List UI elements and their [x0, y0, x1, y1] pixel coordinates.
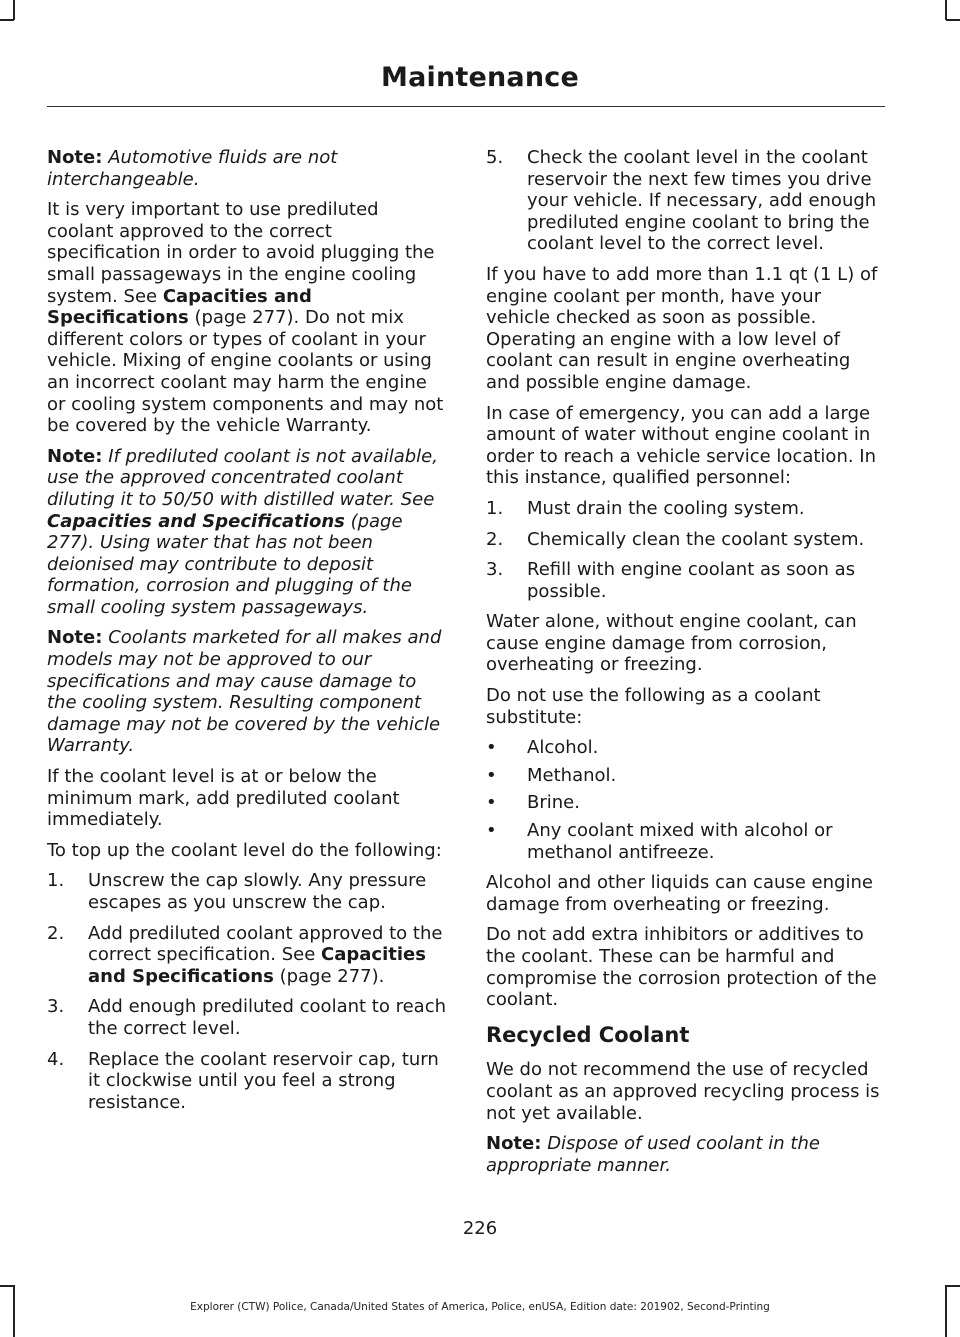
bullet-icon: •	[486, 792, 497, 814]
note-label: Note:	[47, 445, 103, 467]
crop-mark	[0, 1285, 14, 1287]
list-item	[486, 820, 882, 863]
left-column	[47, 147, 449, 1122]
step-text: Add enough prediluted coolant to reach the correct level.	[88, 996, 446, 1039]
step-number: 1.	[47, 870, 65, 892]
list-item	[486, 792, 882, 814]
note-marketed-coolants	[47, 627, 449, 757]
note-label: Note:	[47, 147, 103, 168]
prediluted-coolant-paragraph	[47, 199, 449, 437]
list-item	[47, 923, 449, 988]
list-item	[486, 498, 882, 520]
step-text: Chemically clean the coolant system.	[527, 528, 865, 550]
recycled-coolant-paragraph: We do not recommend the use of recycled coolant as an approved recycling process is not yet available.	[486, 1059, 880, 1124]
bullet-text: Brine.	[527, 792, 580, 814]
step-text: Unscrew the cap slowly. Any pressure escapes as you unscrew the cap.	[88, 870, 427, 913]
step-text: Add prediluted coolant approved to the correct specification. See	[88, 922, 443, 966]
note-text: Dispose of used coolant in the appropriate manner.	[486, 1133, 820, 1176]
water-alone-paragraph: Water alone, without engine coolant, can cause engine damage from corrosion, overheating or freezing.	[486, 611, 857, 676]
bullet-icon: •	[486, 737, 497, 759]
list-item	[486, 765, 882, 787]
capacities-link[interactable]: Capacities and Specifications	[47, 285, 312, 329]
bullet-text: Methanol.	[527, 764, 617, 786]
step-text: (page 277).	[273, 965, 385, 987]
substitute-intro: Do not use the following as a coolant substitute:	[486, 685, 821, 728]
capacities-link[interactable]: Capacities and Specifications	[88, 944, 426, 987]
note-prediluted-unavailable	[47, 446, 449, 619]
step-number: 3.	[47, 996, 65, 1018]
list-item	[47, 870, 449, 913]
note-text: Automotive fluids are not interchangeable.	[47, 147, 338, 190]
step-text: Must drain the cooling system.	[527, 497, 805, 519]
step-number: 2.	[47, 922, 65, 944]
step-number: 4.	[47, 1048, 65, 1070]
step-number: 2.	[486, 528, 504, 550]
step-number: 1.	[486, 497, 504, 519]
crop-mark	[946, 1285, 960, 1287]
note-automotive-fluids	[47, 147, 449, 190]
bullet-text: Alcohol.	[527, 737, 599, 759]
crop-mark	[946, 19, 960, 21]
page-title: Maintenance	[381, 62, 579, 93]
header-divider	[47, 106, 885, 107]
note-text: Coolants marketed for all makes and models may not be approved to our specifications and may cause damage to the cooling system. Resulting component damage may not be covered by the vehicle Warranty.	[47, 627, 442, 757]
paragraph-text: (page 277). Do not mix different colors or types of coolant in your vehicle. Mixing of engine coolants or using an incorrect coolant may harm the engine or cooling system components and may not be covered by the vehicle Warranty.	[47, 307, 444, 437]
right-column	[486, 147, 882, 1185]
step-text: Refill with engine coolant as soon as possible.	[527, 559, 856, 602]
page-number: 226	[462, 1218, 498, 1239]
alcohol-paragraph: Alcohol and other liquids can cause engine damage from overheating or freezing.	[486, 872, 873, 915]
inhibitors-paragraph: Do not add extra inhibitors or additives to the coolant. These can be harmful and compromise the corrosion protection of the coolant.	[486, 924, 877, 1011]
capacities-link[interactable]: Capacities and Specifications	[47, 510, 345, 532]
step-text: Check the coolant level in the coolant reservoir the next few times you drive your vehicle. If necessary, add enough prediluted engine coolant to bring the coolant level to the correct level.	[527, 147, 877, 255]
footer-edition-info: Explorer (CTW) Police, Canada/United States of America, Police, enUSA, Edition date: 201902, Second-Printing	[190, 1301, 770, 1313]
emergency-steps	[486, 498, 882, 602]
bullet-icon: •	[486, 820, 497, 842]
note-label: Note:	[486, 1133, 542, 1155]
crop-mark	[0, 19, 14, 21]
bullet-text: Any coolant mixed with alcohol or methanol antifreeze.	[527, 820, 833, 863]
list-item	[47, 996, 449, 1039]
top-up-steps-continued	[486, 147, 882, 255]
note-text: If prediluted coolant is not available, use the approved concentrated coolant diluting it to 50/50 with distilled water. See	[47, 445, 438, 510]
crop-mark	[13, 0, 15, 20]
list-item	[47, 1049, 449, 1114]
step-number: 5.	[486, 147, 504, 168]
note-dispose	[486, 1133, 882, 1176]
step-text: Replace the coolant reservoir cap, turn it clockwise until you feel a strong resistance.	[88, 1048, 439, 1113]
recycled-coolant-heading: Recycled Coolant	[486, 1022, 690, 1047]
list-item	[486, 559, 882, 602]
list-item	[486, 737, 882, 759]
bullet-icon: •	[486, 764, 497, 786]
substitute-list	[486, 737, 882, 863]
coolant-level-paragraph: If the coolant level is at or below the minimum mark, add prediluted coolant immediately.	[47, 766, 400, 831]
list-item	[486, 147, 882, 255]
top-up-steps	[47, 870, 449, 1113]
note-label: Note:	[47, 627, 103, 649]
note-text: (page 277). Using water that has not been deionised may contribute to deposit formation, corrosion and plugging of the small cooling system passageways.	[47, 510, 412, 618]
coolant-consumption-paragraph: If you have to add more than 1.1 qt (1 L) of engine coolant per month, have your vehicle checked as soon as possible. Operating an engine with a low level of coolant can result in engine overheating and possible engine damage.	[486, 263, 878, 393]
paragraph-text: It is very important to use prediluted coolant approved to the correct specification in order to avoid plugging the small passageways in the engine cooling system. See	[47, 199, 435, 307]
crop-mark	[945, 0, 947, 20]
list-item	[486, 529, 882, 551]
step-number: 3.	[486, 559, 504, 581]
top-up-intro: To top up the coolant level do the following:	[47, 839, 442, 861]
emergency-paragraph: In case of emergency, you can add a large amount of water without engine coolant in order to reach a vehicle service location. In this instance, qualified personnel:	[486, 402, 877, 489]
